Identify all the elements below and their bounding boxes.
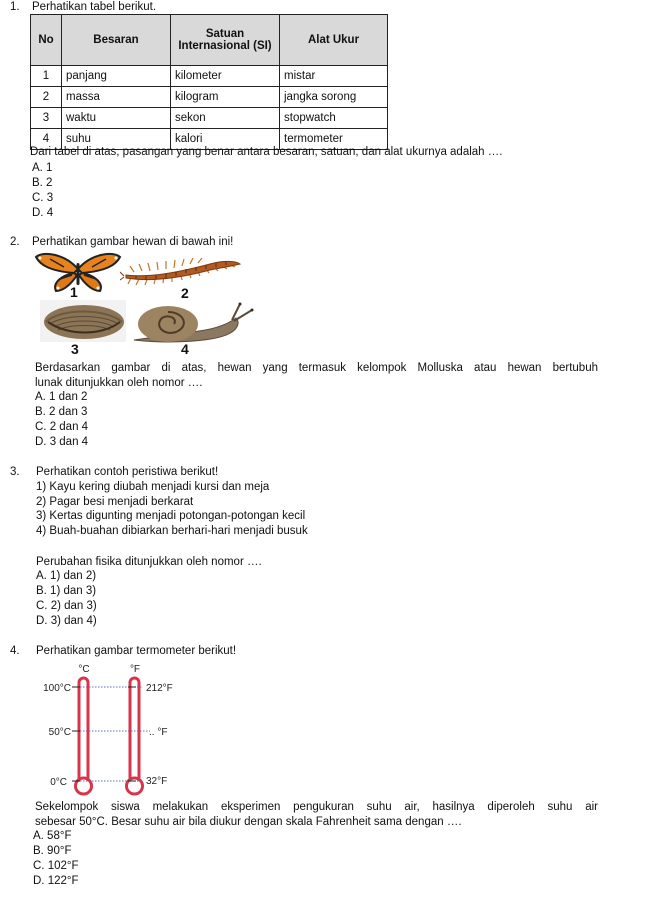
header-alat-ukur: Alat Ukur xyxy=(280,15,388,66)
question-4-text-line2: sebesar 50°C. Besar suhu air bila diukur dengan skala Fahrenheit sama dengan …. xyxy=(35,816,462,828)
q3-option-d[interactable]: D. 3) dan 4) xyxy=(36,615,97,627)
q3-item-1: 1) Kayu kering diubah menjadi kursi dan meja xyxy=(36,481,270,493)
cell-alat-ukur: stopwatch xyxy=(280,108,388,129)
si-table xyxy=(30,14,388,150)
q2-option-d[interactable]: D. 3 dan 4 xyxy=(35,436,89,448)
snail-image xyxy=(128,302,256,346)
table-row xyxy=(31,108,388,129)
cell-besaran: massa xyxy=(62,87,171,108)
q1-option-c[interactable]: C. 3 xyxy=(32,192,54,204)
q4-option-b[interactable]: B. 90°F xyxy=(33,845,72,857)
question-4-prompt: Perhatikan gambar termometer berikut! xyxy=(36,645,237,657)
cell-alat-ukur: jangka sorong xyxy=(280,87,388,108)
celsius-tube xyxy=(79,678,88,782)
table-row xyxy=(31,66,388,87)
q3-item-4: 4) Buah-buahan dibiarkan berhari-hari menjadi busuk xyxy=(36,525,308,537)
q3-item-3: 3) Kertas digunting menjadi potongan-potongan kecil xyxy=(36,510,306,522)
cell-satuan: kalori xyxy=(171,129,280,150)
question-3-prompt: Perhatikan contoh peristiwa berikut! xyxy=(36,466,219,478)
question-1-text: Dari tabel di atas, pasangan yang benar antara besaran, satuan, dan alat ukurnya adalah …. xyxy=(30,146,503,158)
q3-option-b[interactable]: B. 1) dan 3) xyxy=(36,585,97,597)
question-2-number: 2. xyxy=(10,236,20,248)
question-2-prompt: Perhatikan gambar hewan di bawah ini! xyxy=(32,236,234,248)
header-satuan: Satuan Internasional (SI) xyxy=(171,15,280,66)
header-no: No xyxy=(31,15,62,66)
cell-alat-ukur: mistar xyxy=(280,66,388,87)
clam-image xyxy=(40,300,126,342)
cell-no: 1 xyxy=(31,66,62,87)
question-1-number: 1. xyxy=(10,1,20,13)
animal-label-3: 3 xyxy=(71,341,79,357)
cell-no: 4 xyxy=(31,129,62,150)
question-1-prompt: Perhatikan tabel berikut. xyxy=(32,1,157,13)
question-3-text: Perubahan fisika ditunjukkan oleh nomor …. xyxy=(36,556,262,568)
cell-satuan: kilometer xyxy=(171,66,280,87)
celsius-bulb xyxy=(76,778,92,794)
cell-besaran: waktu xyxy=(62,108,171,129)
q1-option-d[interactable]: D. 4 xyxy=(32,207,54,219)
header-besaran: Besaran xyxy=(62,15,171,66)
cell-alat-ukur: termometer xyxy=(280,129,388,150)
q1-option-a[interactable]: A. 1 xyxy=(32,162,53,174)
q4-option-c[interactable]: C. 102°F xyxy=(33,860,79,872)
table-row xyxy=(31,87,388,108)
cell-besaran: panjang xyxy=(62,66,171,87)
unit-fahrenheit-label: °F xyxy=(129,664,141,675)
cell-besaran: suhu xyxy=(62,129,171,150)
cell-no: 3 xyxy=(31,108,62,129)
fahrenheit-tube xyxy=(130,678,139,782)
q2-option-c[interactable]: C. 2 dan 4 xyxy=(35,421,89,433)
animal-label-4: 4 xyxy=(181,341,189,357)
q3-option-a[interactable]: A. 1) dan 2) xyxy=(36,570,97,582)
label-50c: 50°C xyxy=(48,727,71,738)
label-100c: 100°C xyxy=(43,683,71,694)
q3-item-2: 2) Pagar besi menjadi berkarat xyxy=(36,496,194,508)
q4-option-d[interactable]: D. 122°F xyxy=(33,875,79,887)
label-0c: 0°C xyxy=(50,777,67,788)
q4-option-a[interactable]: A. 58°F xyxy=(33,830,72,842)
cell-no: 2 xyxy=(31,87,62,108)
table-header-row xyxy=(31,15,388,66)
butterfly-image xyxy=(34,251,122,293)
question-4-text-line1: Sekelompok siswa melakukan eksperimen pengukuran suhu air, hasilnya diperoleh suhu air xyxy=(35,801,598,813)
question-2-text-line2: lunak ditunjukkan oleh nomor …. xyxy=(35,377,203,389)
label-212f: 212°F xyxy=(146,683,173,694)
cell-satuan: kilogram xyxy=(171,87,280,108)
cell-satuan: sekon xyxy=(171,108,280,129)
question-2-text-line1: Berdasarkan gambar di atas, hewan yang termasuk kelompok Molluska atau hewan bertubuh xyxy=(35,362,598,374)
question-3-number: 3. xyxy=(10,466,20,478)
q1-option-b[interactable]: B. 2 xyxy=(32,177,53,189)
animal-label-2: 2 xyxy=(181,285,189,301)
centipede-image xyxy=(120,258,246,286)
thermometer-diagram xyxy=(36,660,196,802)
q2-option-a[interactable]: A. 1 dan 2 xyxy=(35,391,88,403)
label-32f: 32°F xyxy=(146,776,168,787)
unit-celsius-label: °C xyxy=(78,664,90,675)
fahrenheit-bulb xyxy=(127,778,143,794)
animal-label-1: 1 xyxy=(70,284,78,300)
label-unknown-f: .. °F xyxy=(149,727,168,738)
q3-option-c[interactable]: C. 2) dan 3) xyxy=(36,600,97,612)
question-4-number: 4. xyxy=(10,645,20,657)
q2-option-b[interactable]: B. 2 dan 3 xyxy=(35,406,88,418)
